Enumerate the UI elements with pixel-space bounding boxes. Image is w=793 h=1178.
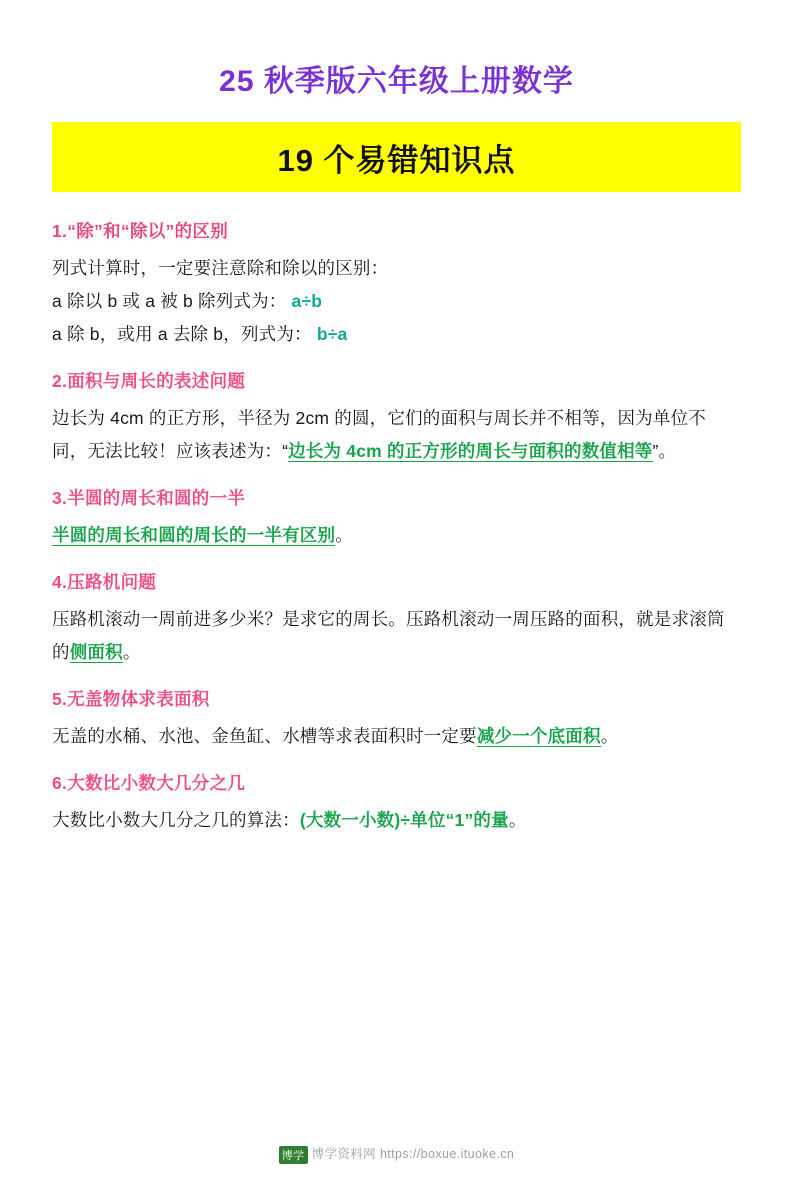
section-5-highlight: 减少一个底面积 xyxy=(476,726,601,746)
section-6-heading: 6.大数比小数大几分之几 xyxy=(52,773,246,793)
section-1-line-1: 列式计算时，一定要注意除和除以的区别： xyxy=(52,258,389,278)
section-5-heading: 5.无盖物体求表面积 xyxy=(52,689,210,709)
section-6-highlight: (大数一小数)÷单位“1”的量 xyxy=(299,810,509,830)
section-1 xyxy=(52,218,741,351)
title-banner-text: 19 个易错知识点 xyxy=(277,142,516,178)
site-logo: 博学 xyxy=(279,1146,308,1164)
section-3-body xyxy=(52,519,741,552)
footer-watermark xyxy=(0,1144,793,1164)
section-4-highlight: 侧面积 xyxy=(69,642,123,662)
page-title: 25 秋季版六年级上册数学 xyxy=(219,65,574,98)
section-4 xyxy=(52,569,741,669)
section-2 xyxy=(52,368,741,468)
section-5-body xyxy=(52,720,741,753)
section-1-line-2-text: a 除以 b 或 a 被 b 除列式为： xyxy=(52,291,287,311)
section-5-text-2: 。 xyxy=(600,726,619,746)
section-3-highlight: 半圆的周长和圆的周长的一半有区别 xyxy=(52,525,336,545)
section-3-text: 。 xyxy=(335,525,353,545)
section-1-line-2 xyxy=(52,285,741,318)
section-5-text-1: 无盖的水桶、水池、金鱼缸、水槽等求表面积时一定要 xyxy=(52,726,477,746)
document-page xyxy=(0,56,793,1178)
section-6-body xyxy=(52,804,741,837)
section-2-text-2: ”。 xyxy=(652,441,677,461)
section-6-text-2: 。 xyxy=(508,810,527,830)
section-2-heading: 2.面积与周长的表述问题 xyxy=(52,371,246,391)
title-banner xyxy=(52,122,741,192)
footer-site-text: 博学资料网 https://boxue.ituoke.cn xyxy=(311,1147,515,1162)
section-4-body xyxy=(52,603,741,669)
section-4-heading: 4.压路机问题 xyxy=(52,572,157,592)
section-1-line-3 xyxy=(52,318,741,351)
section-6 xyxy=(52,770,741,837)
section-3 xyxy=(52,485,741,552)
section-6-text-1: 大数比小数大几分之几的算法： xyxy=(52,810,300,830)
section-4-text-2: 。 xyxy=(122,642,141,662)
section-2-body xyxy=(52,402,741,468)
section-1-heading: 1.“除”和“除以”的区别 xyxy=(52,221,228,241)
section-1-formula-2: b÷a xyxy=(316,324,348,344)
content-body xyxy=(52,218,741,837)
section-5 xyxy=(52,686,741,753)
section-3-heading: 3.半圆的周长和圆的一半 xyxy=(52,488,246,508)
section-2-text-1: 边长为 4cm 的正方形，半径为 2cm 的圆，它们的面积与周长并不相等，因为单位不同，无法比较！应该表述为：“ xyxy=(52,408,706,461)
section-2-highlight: 边长为 4cm 的正方形的周长与面积的数值相等 xyxy=(288,441,653,461)
section-1-line-3-text: a 除 b，或用 a 去除 b，列式为： xyxy=(52,324,312,344)
section-1-formula-1: a÷b xyxy=(291,291,323,311)
section-1-body xyxy=(52,252,741,351)
section-4-text-1: 压路机滚动一周前进多少米？是求它的周长。压路机滚动一周压路的面积，就是求滚筒的 xyxy=(52,609,725,662)
